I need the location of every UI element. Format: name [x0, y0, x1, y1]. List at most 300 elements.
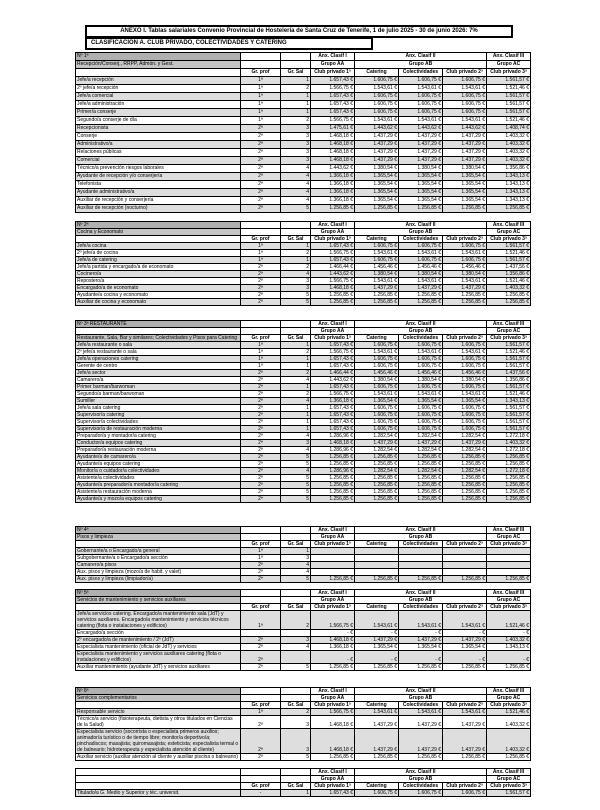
job-title-cell: Camarero/a pisos	[76, 562, 241, 569]
salary-value-cell: 1.561,57 €	[487, 363, 531, 370]
gr-sal-cell: 3	[281, 729, 311, 754]
gr-prof-cell: 2ª	[241, 754, 281, 761]
salary-value-cell: 1.282,54 €	[355, 468, 399, 475]
table-row	[76, 709, 531, 716]
salary-value-cell: 1.343,13 €	[487, 398, 531, 405]
salary-value-cell: 1.437,29 €	[443, 729, 487, 754]
job-title-cell: Auxiliar de recepción (nocturno)	[76, 205, 241, 213]
gr-prof-cell: 1ª	[241, 85, 281, 93]
gr-sal-cell: 1	[281, 363, 311, 370]
salary-value-cell: 1.256,85 €	[355, 475, 399, 482]
salary-value-cell: 1.543,61 €	[399, 349, 443, 356]
header-tariff-col-5: Club privado 3ª	[487, 702, 531, 709]
section-subtitle: Restaurante, Sala, Bar y similares; Colectividades y Pisos para Catering	[76, 335, 241, 342]
salary-value-cell: 1.256,85 €	[443, 461, 487, 468]
job-title-cell: Ayudante/a equipos catering	[76, 461, 241, 468]
salary-value-cell: 1.282,54 €	[443, 447, 487, 454]
table-row	[76, 489, 531, 496]
job-title-cell: Segundo/a conserje de día	[76, 117, 241, 125]
salary-value-cell: 1.606,75 €	[443, 243, 487, 250]
header-grupo-ab: Grupo AB	[355, 61, 487, 69]
salary-value-cell: 1.343,13 €	[487, 197, 531, 205]
salary-value-cell: 1.606,75 €	[355, 257, 399, 264]
gr-sal-cell: 1	[281, 257, 311, 264]
salary-value-cell	[443, 548, 487, 555]
salary-value-cell: 1.256,85 €	[355, 482, 399, 489]
salary-value-cell: 1.606,75 €	[355, 412, 399, 419]
salary-value-cell: 1.437,29 €	[399, 157, 443, 165]
header-anx-clasif-iii: Anx. Clasif III	[487, 688, 531, 695]
gr-sal-cell: 1	[281, 243, 311, 250]
header-anx-clasif-i: Anx. Clasif I	[311, 527, 355, 534]
job-title-cell: Ayudante/a preparador/a montador/a catering	[76, 482, 241, 489]
salary-value-cell: 1.657,43 €	[311, 356, 355, 363]
gr-sal-cell: 3	[281, 149, 311, 157]
table-row	[76, 611, 531, 630]
gr-sal-cell: 4	[281, 562, 311, 569]
gr-prof-cell: 2ª	[241, 133, 281, 141]
gr-sal-cell: 4	[281, 433, 311, 440]
job-title-cell: Conductor/a equipos catering	[76, 440, 241, 447]
salary-value-cell: 1.543,61 €	[355, 85, 399, 93]
header-anx-clasif-ii: Anx. Clasif II	[355, 53, 487, 61]
salary-value-cell: 1.256,85 €	[443, 482, 487, 489]
salary-value-cell: 1.380,54 €	[355, 165, 399, 173]
salary-value-cell: 1.606,75 €	[443, 356, 487, 363]
salary-value-cell: 1.606,75 €	[443, 384, 487, 391]
header-tariff-col-2: Catering	[355, 541, 399, 548]
table-row	[76, 342, 531, 349]
salary-value-cell: 1.606,75 €	[399, 419, 443, 426]
gr-prof-cell: 1ª	[241, 109, 281, 117]
gr-prof-cell: 1ª	[241, 356, 281, 363]
gr-sal-cell: 3	[281, 716, 311, 729]
header-anx-clasif-ii: Anx. Clasif II	[355, 688, 487, 695]
gr-sal-cell: 5	[281, 482, 311, 489]
table-row	[76, 243, 531, 250]
gr-sal-cell: 2	[281, 370, 311, 377]
gr-sal-cell: 2	[281, 250, 311, 257]
salary-value-cell: 1.437,29 €	[399, 729, 443, 754]
gr-prof-cell: 2ª	[241, 157, 281, 165]
gr-sal-cell: 3	[281, 555, 311, 562]
section-number: Nº 5ª	[76, 590, 241, 597]
salary-value-cell: 1.561,57 €	[487, 412, 531, 419]
header-anx-clasif-iii: Anx. Clasif III	[487, 53, 531, 61]
job-title-cell: Supervisor/a catering	[76, 412, 241, 419]
table-row	[76, 101, 531, 109]
salary-value-cell: 1.521,46 €	[487, 117, 531, 125]
salary-value-cell: 1.561,57 €	[487, 790, 531, 797]
header-grupo-aa: Grupo AA	[311, 776, 355, 783]
gr-prof-cell: 2ª	[241, 278, 281, 285]
section-number	[76, 769, 241, 776]
header-grupo-ac: Grupo AC	[487, 61, 531, 69]
salary-value-cell: 1.403,32 €	[487, 141, 531, 149]
salary-value-cell: 1.256,85 €	[399, 292, 443, 299]
salary-value-cell: 1.437,29 €	[443, 133, 487, 141]
salary-value-cell	[355, 548, 399, 555]
job-title-cell: Supervisor/a colectividades	[76, 419, 241, 426]
salary-value-cell: 1.606,75 €	[399, 93, 443, 101]
salary-value-cell: 1.606,75 €	[355, 101, 399, 109]
salary-table-6	[75, 687, 531, 761]
salary-value-cell: 1.543,61 €	[355, 349, 399, 356]
gr-prof-cell: 1ª	[241, 77, 281, 85]
salary-value-cell: - €	[399, 651, 443, 664]
salary-value-cell: - €	[311, 630, 355, 637]
header-anx-clasif-iii: Anx. Clasif III	[487, 769, 531, 776]
salary-value-cell: 1.543,61 €	[399, 391, 443, 398]
header-grupo-aa: Grupo AA	[311, 695, 355, 702]
salary-value-cell: 1.256,85 €	[355, 461, 399, 468]
table-row	[76, 496, 531, 503]
salary-value-cell: 1.365,54 €	[443, 173, 487, 181]
job-title-cell: Jefe/a de catering	[76, 257, 241, 264]
job-title-cell: Telefonista	[76, 181, 241, 189]
gr-prof-cell: 2ª	[241, 299, 281, 306]
salary-value-cell: 1.256,85 €	[443, 292, 487, 299]
header-tariff-col-4: Club privado 2ª	[443, 236, 487, 243]
salary-value-cell: 1.437,29 €	[399, 716, 443, 729]
salary-value-cell: 1.456,46 €	[399, 264, 443, 271]
salary-value-cell: - €	[443, 630, 487, 637]
gr-prof-cell: 2ª	[241, 454, 281, 461]
table-row	[76, 475, 531, 482]
salary-value-cell: 1.437,29 €	[443, 637, 487, 644]
gr-sal-cell: 5	[281, 461, 311, 468]
salary-value-cell: 1.437,29 €	[399, 133, 443, 141]
salary-value-cell	[399, 548, 443, 555]
salary-value-cell: 1.543,61 €	[443, 349, 487, 356]
salary-value-cell: 1.657,43 €	[311, 790, 355, 797]
salary-value-cell: 1.606,75 €	[443, 101, 487, 109]
salary-value-cell: 1.657,43 €	[311, 363, 355, 370]
salary-value-cell	[399, 555, 443, 562]
gr-sal-cell: 3	[281, 141, 311, 149]
section-subtitle	[76, 541, 241, 548]
section-name: Servicios de mantenimiento y servicios auxiliares	[76, 597, 241, 604]
header-tariff-col-1: Club privado 1ª	[311, 335, 355, 342]
salary-value-cell	[487, 562, 531, 569]
gr-sal-cell: 1	[281, 419, 311, 426]
gr-sal-cell: 4	[281, 569, 311, 576]
salary-value-cell: 1.256,85 €	[487, 461, 531, 468]
header-tariff-col-2: Catering	[355, 236, 399, 243]
table-row	[76, 384, 531, 391]
header-tariff-col-3: Colectividades	[399, 335, 443, 342]
gr-sal-cell: 1	[281, 384, 311, 391]
gr-sal-cell: 2	[281, 85, 311, 93]
job-title-cell: Especialista servicio (socorrista o especialista primeros auxilios; animador/a turístico o de tiempo libre; monitor/a deportivo/a; pinchadiscos; masajista; quiromasajista; esteticista; especialista termal o de balneario; hidroterapeuta y especialista atención al cliente)	[76, 729, 241, 754]
gr-sal-cell: 2	[281, 349, 311, 356]
salary-value-cell: 1.256,85 €	[399, 664, 443, 671]
salary-table-1	[75, 52, 531, 213]
table-row	[76, 109, 531, 117]
table-row	[76, 754, 531, 761]
table-row	[76, 370, 531, 377]
spacer-cell	[281, 53, 311, 61]
salary-value-cell: 1.408,74 €	[487, 125, 531, 133]
table-row	[76, 292, 531, 299]
gr-sal-cell: 1	[281, 412, 311, 419]
gr-sal-cell: 4	[281, 447, 311, 454]
section-name: Recepción/Conserj., RRPP, Admón. y Gest.	[76, 61, 241, 69]
salary-value-cell	[487, 555, 531, 562]
salary-value-cell: 1.456,46 €	[443, 370, 487, 377]
header-tariff-col-3: Colectividades	[399, 702, 443, 709]
salary-value-cell: 1.380,54 €	[399, 165, 443, 173]
salary-value-cell: 1.256,85 €	[355, 664, 399, 671]
salary-value-cell: 1.366,18 €	[311, 181, 355, 189]
salary-value-cell: 1.606,75 €	[399, 384, 443, 391]
job-title-cell: Jefe/a partida y encargado/a de economato	[76, 264, 241, 271]
gr-prof-cell: 2ª	[241, 197, 281, 205]
header-grupo-ac: Grupo AC	[487, 776, 531, 783]
job-title-cell: Monitor/a o cuidador/a colectividades	[76, 468, 241, 475]
salary-value-cell: 1.256,85 €	[443, 489, 487, 496]
header-anx-clasif-i: Anx. Clasif I	[311, 590, 355, 597]
header-tariff-col-5: Club privado 3ª	[487, 69, 531, 77]
spacer-cell	[241, 229, 281, 236]
salary-value-cell	[311, 548, 355, 555]
spacer-cell	[281, 688, 311, 695]
salary-value-cell: 1.543,61 €	[443, 391, 487, 398]
gr-prof-cell: 2ª	[241, 461, 281, 468]
header-grupo-aa: Grupo AA	[311, 229, 355, 236]
table-row	[76, 363, 531, 370]
table-row	[76, 250, 531, 257]
salary-value-cell: 1.543,61 €	[443, 709, 487, 716]
gr-prof-cell: 2ª	[241, 468, 281, 475]
table-row	[76, 548, 531, 555]
salary-value-cell: 1.543,61 €	[355, 117, 399, 125]
salary-value-cell: 1.561,57 €	[487, 243, 531, 250]
salary-value-cell: 1.456,46 €	[443, 264, 487, 271]
table-row	[76, 173, 531, 181]
salary-value-cell	[355, 569, 399, 576]
spacer-cell	[241, 597, 281, 604]
gr-sal-cell: 1	[281, 109, 311, 117]
salary-value-cell: 1.282,54 €	[399, 447, 443, 454]
header-anx-clasif-iii: Anx. Clasif III	[487, 222, 531, 229]
salary-value-cell: 1.366,18 €	[311, 197, 355, 205]
job-title-cell: Auxiliar servicio (auxiliar atención al cliente y auxiliar piscina o balneario)	[76, 754, 241, 761]
gr-sal-cell: 1	[281, 790, 311, 797]
salary-value-cell: 1.606,75 €	[443, 419, 487, 426]
spacer-cell	[241, 321, 281, 328]
gr-sal-cell	[281, 630, 311, 637]
salary-value-cell: 1.657,43 €	[311, 101, 355, 109]
salary-value-cell: 1.468,18 €	[311, 285, 355, 292]
job-title-cell: Jefe/a operaciones catering	[76, 356, 241, 363]
salary-value-cell: 1.282,54 €	[355, 447, 399, 454]
salary-value-cell: 1.437,29 €	[443, 716, 487, 729]
gr-prof-cell: 2ª	[241, 569, 281, 576]
salary-value-cell: 1.443,62 €	[443, 125, 487, 133]
job-title-cell: Encargado/a de economato	[76, 285, 241, 292]
job-title-cell: Especialista mantenimiento (oficial de JdT) y servicios	[76, 644, 241, 651]
salary-value-cell: 1.256,85 €	[487, 299, 531, 306]
header-grupo-ac: Grupo AC	[487, 328, 531, 335]
header-tariff-col-3: Colectividades	[399, 604, 443, 611]
section-number: Nº 3ª RESTAURANTE	[76, 321, 241, 328]
table-row	[76, 468, 531, 475]
gr-prof-cell: -	[241, 790, 281, 797]
gr-sal-cell: 1	[281, 426, 311, 433]
gr-prof-cell: 2ª	[241, 489, 281, 496]
salary-value-cell: 1.256,85 €	[311, 292, 355, 299]
table-row	[76, 278, 531, 285]
gr-sal-cell: 2	[281, 117, 311, 125]
salary-value-cell: 1.468,18 €	[311, 729, 355, 754]
salary-value-cell: 1.256,85 €	[443, 475, 487, 482]
salary-value-cell: 1.437,29 €	[355, 141, 399, 149]
gr-sal-cell: 3	[281, 285, 311, 292]
gr-prof-cell: 2ª	[241, 576, 281, 583]
gr-sal-cell: 5	[281, 454, 311, 461]
salary-value-cell: 1.466,44 €	[311, 264, 355, 271]
gr-sal-cell: 4	[281, 197, 311, 205]
header-grupo-aa: Grupo AA	[311, 534, 355, 541]
header-tariff-col-4: Club privado 2ª	[443, 604, 487, 611]
salary-value-cell: 1.561,57 €	[487, 426, 531, 433]
table-row	[76, 377, 531, 384]
spacer-cell	[241, 527, 281, 534]
salary-value-cell: 1.437,29 €	[399, 141, 443, 149]
salary-value-cell: 1.256,85 €	[487, 576, 531, 583]
salary-value-cell: 1.366,18 €	[311, 398, 355, 405]
gr-prof-cell: 1ª	[241, 117, 281, 125]
table-row	[76, 117, 531, 125]
salary-value-cell: 1.657,43 €	[311, 342, 355, 349]
salary-value-cell: 1.365,54 €	[399, 173, 443, 181]
header-gr-sal: Gr. Sal	[281, 783, 311, 790]
header-gr-prof: Gr. prof	[241, 702, 281, 709]
job-title-cell: 2º jefe/a restaurante o sala	[76, 349, 241, 356]
header-tariff-col-5: Club privado 3ª	[487, 604, 531, 611]
salary-value-cell: 1.606,75 €	[355, 93, 399, 101]
salary-value-cell: 1.566,75 €	[311, 85, 355, 93]
salary-value-cell: 1.566,75 €	[311, 611, 355, 630]
salary-value-cell: 1.561,57 €	[487, 356, 531, 363]
salary-value-cell: 1.606,75 €	[355, 109, 399, 117]
salary-value-cell: 1.272,18 €	[487, 447, 531, 454]
gr-sal-cell: 1	[281, 342, 311, 349]
spacer-cell	[281, 597, 311, 604]
header-tariff-col-5: Club privado 3ª	[487, 236, 531, 243]
gr-prof-cell: 2ª	[241, 496, 281, 503]
salary-value-cell: 1.365,54 €	[355, 398, 399, 405]
table-row	[76, 447, 531, 454]
gr-sal-cell: 3	[281, 278, 311, 285]
salary-value-cell	[355, 562, 399, 569]
salary-value-cell: 1.468,18 €	[311, 716, 355, 729]
salary-value-cell: 1.561,57 €	[487, 257, 531, 264]
salary-value-cell: 1.543,61 €	[399, 278, 443, 285]
table-row	[76, 141, 531, 149]
salary-value-cell: 1.543,61 €	[355, 278, 399, 285]
job-title-cell: 2º encargado/a de mantenimiento / 2º (JdT)	[76, 637, 241, 644]
job-title-cell: Responsable servicio	[76, 709, 241, 716]
salary-value-cell: 1.606,75 €	[399, 257, 443, 264]
spacer-cell	[281, 229, 311, 236]
salary-value-cell: 1.365,54 €	[355, 644, 399, 651]
salary-value-cell: 1.468,18 €	[311, 440, 355, 447]
gr-prof-cell: 1ª	[241, 243, 281, 250]
salary-value-cell: 1.286,96 €	[311, 447, 355, 454]
header-gr-prof: Gr. prof	[241, 236, 281, 243]
spacer-cell	[241, 688, 281, 695]
salary-value-cell: 1.256,85 €	[355, 292, 399, 299]
spacer-cell	[241, 534, 281, 541]
classification-subtitle: CLASIFICACIÓN A. CLUB PRIVADO, COLECTIVIDADES Y CATERING	[85, 38, 373, 50]
salary-value-cell: 1.272,18 €	[487, 468, 531, 475]
gr-prof-cell: 2ª	[241, 729, 281, 754]
salary-value-cell: 1.437,29 €	[443, 149, 487, 157]
salary-value-cell: 1.561,57 €	[487, 342, 531, 349]
gr-prof-cell	[241, 630, 281, 637]
salary-value-cell: 1.256,85 €	[311, 664, 355, 671]
job-title-cell: Primer/a conserje	[76, 109, 241, 117]
gr-prof-cell: 1ª	[241, 349, 281, 356]
gr-prof-cell: 2ª	[241, 141, 281, 149]
salary-value-cell: 1.543,61 €	[355, 391, 399, 398]
header-gr-sal: Gr. Sal	[281, 604, 311, 611]
gr-prof-cell: 2ª	[241, 285, 281, 292]
salary-value-cell: 1.256,85 €	[443, 454, 487, 461]
section-name: Cocina y Economato	[76, 229, 241, 236]
salary-value-cell: 1.657,43 €	[311, 257, 355, 264]
salary-value-cell: 1.343,13 €	[487, 181, 531, 189]
header-anx-clasif-iii: Anx. Clasif III	[487, 590, 531, 597]
header-anx-clasif-i: Anx. Clasif I	[311, 688, 355, 695]
gr-sal-cell: 5	[281, 664, 311, 671]
table-row	[76, 165, 531, 173]
salary-value-cell: 1.256,85 €	[311, 489, 355, 496]
salary-value-cell: 1.443,62 €	[311, 377, 355, 384]
table-row	[76, 356, 531, 363]
header-anx-clasif-iii: Anx. Clasif III	[487, 527, 531, 534]
salary-value-cell	[487, 569, 531, 576]
salary-value-cell: 1.443,62 €	[399, 125, 443, 133]
table-row	[76, 391, 531, 398]
salary-value-cell	[355, 555, 399, 562]
salary-table-3	[75, 320, 531, 503]
salary-value-cell: 1.256,85 €	[311, 496, 355, 503]
salary-value-cell: 1.561,57 €	[487, 419, 531, 426]
gr-sal-cell: 3	[281, 637, 311, 644]
gr-prof-cell: 2ª	[241, 149, 281, 157]
salary-value-cell: 1.468,18 €	[311, 637, 355, 644]
spacer-cell	[241, 776, 281, 783]
salary-value-cell: 1.256,85 €	[311, 299, 355, 306]
table-row	[76, 461, 531, 468]
salary-value-cell: 1.356,86 €	[487, 377, 531, 384]
salary-value-cell: 1.365,54 €	[355, 173, 399, 181]
header-gr-sal: Gr. Sal	[281, 69, 311, 77]
gr-sal-cell: 4	[281, 165, 311, 173]
salary-value-cell: 1.403,32 €	[487, 440, 531, 447]
gr-prof-cell: 2ª	[241, 447, 281, 454]
salary-value-cell: 1.475,61 €	[311, 125, 355, 133]
salary-value-cell: 1.606,75 €	[355, 384, 399, 391]
salary-value-cell: 1.606,75 €	[443, 405, 487, 412]
table-row	[76, 349, 531, 356]
section-name	[76, 328, 241, 335]
salary-value-cell: 1.543,61 €	[399, 611, 443, 630]
gr-sal-cell: 4	[281, 189, 311, 197]
